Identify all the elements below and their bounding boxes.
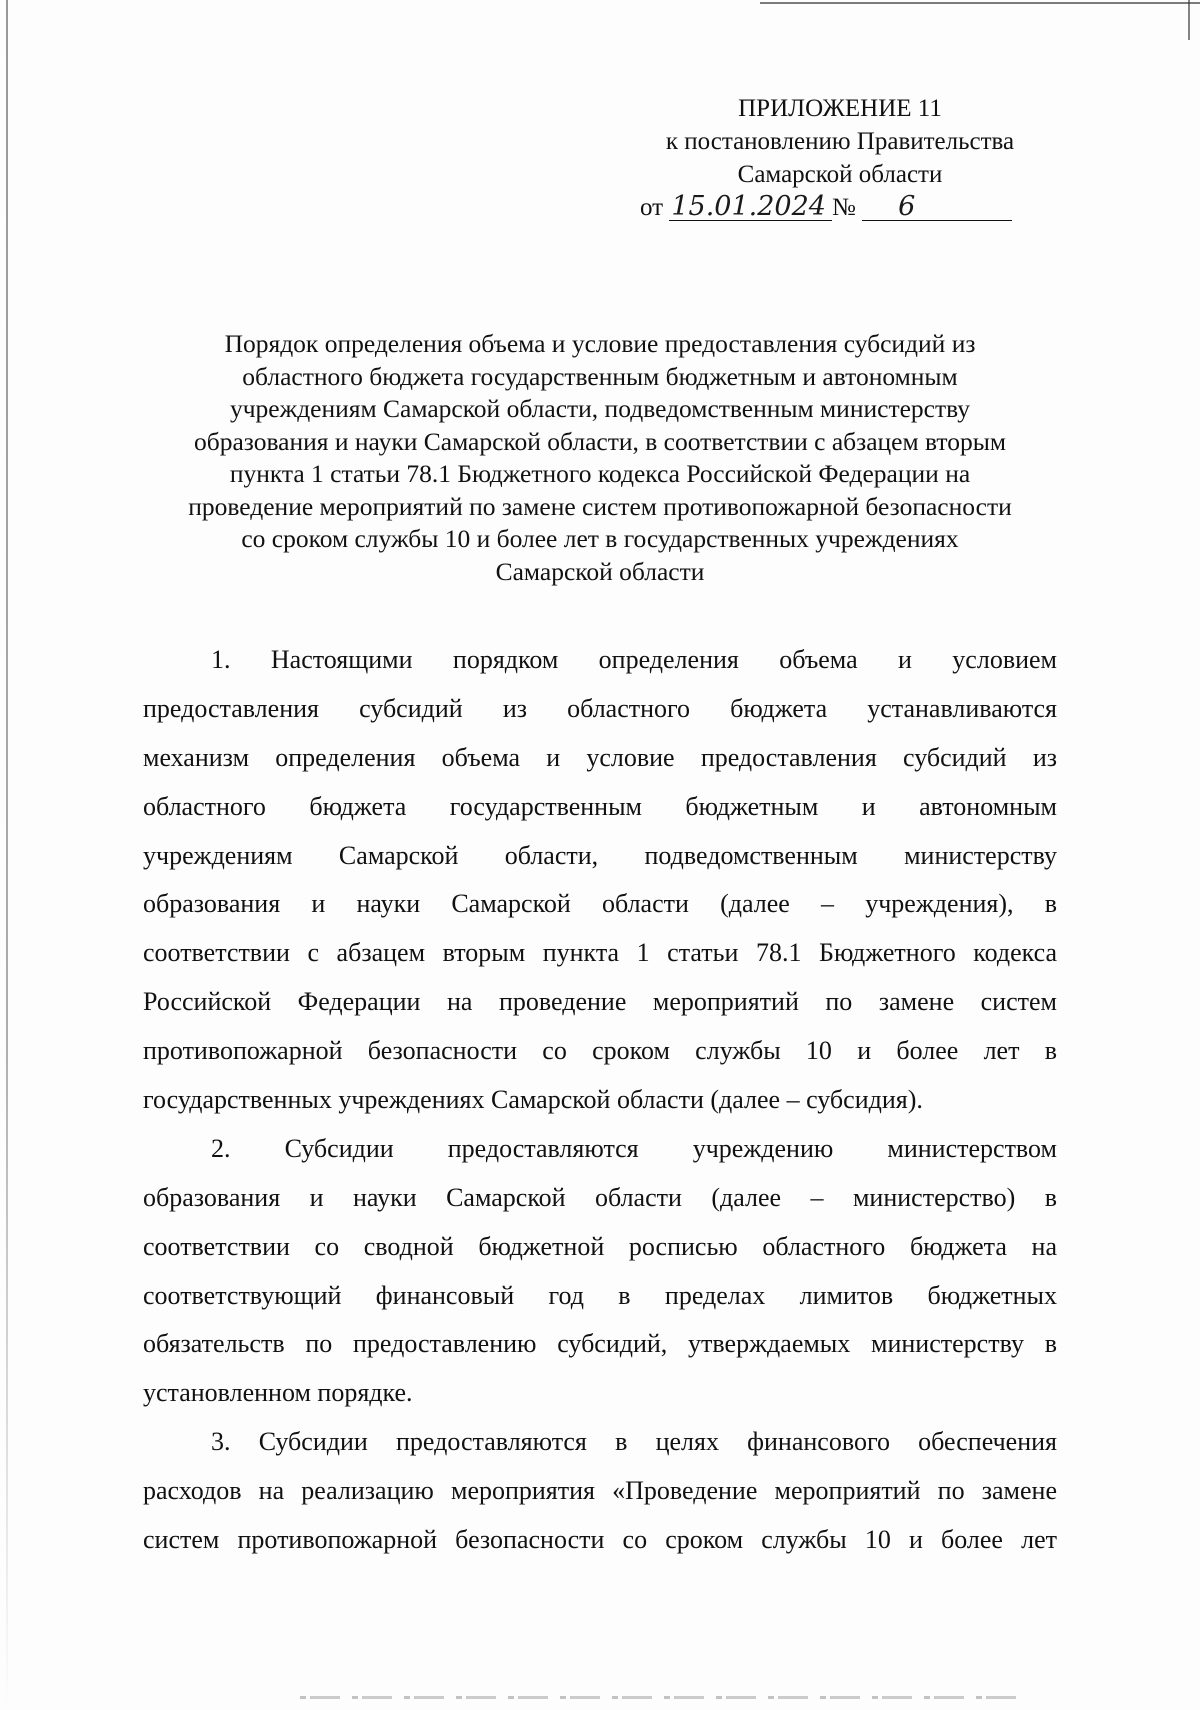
body-line: предоставления субсидий из областного бюджета устанавливаются <box>143 693 1057 723</box>
title-line: пункта 1 статьи 78.1 Бюджетного кодекса Российской Федерации на <box>229 459 971 488</box>
body-line: государственных учреждениях Самарской области (далее – субсидия). <box>143 1085 923 1115</box>
body-line: 2. Субсидии предоставляются учреждению министерством <box>211 1133 1057 1163</box>
title-line: образования и науки Самарской области, в соответствии с абзацем вторым <box>194 426 1006 456</box>
appendix-number: ПРИЛОЖЕНИЕ 11 <box>738 95 942 122</box>
body-line: образования и науки Самарской области (далее – учреждения), в <box>143 889 1057 919</box>
body-line: соответствии со сводной бюджетной росписью областного бюджета на <box>143 1231 1057 1261</box>
scan-edge-top <box>760 2 1200 4</box>
body-line: расходов на реализацию мероприятия «Проведение мероприятий по замене <box>143 1476 1057 1506</box>
appendix-region-line: Самарской области <box>737 161 943 188</box>
body-line: обязательств по предоставлению субсидий, утверждаемых министерству в <box>143 1329 1057 1359</box>
document-body <box>143 636 1057 1565</box>
decree-reference <box>600 191 1080 224</box>
appendix-header <box>600 92 1080 224</box>
body-line: механизм определения объема и условие предоставления субсидий из <box>143 742 1057 772</box>
document-title <box>120 328 1080 588</box>
appendix-decree-line: к постановлению Правительства <box>665 128 1015 155</box>
body-line: противопожарной безопасности со сроком службы 10 и более лет в <box>143 1036 1057 1066</box>
body-line: соответствии с абзацем вторым пункта 1 статьи 78.1 Бюджетного кодекса <box>143 938 1057 968</box>
title-line: проведение мероприятий по замене систем противопожарной безопасности <box>188 491 1012 521</box>
scan-edge-left <box>6 0 8 1710</box>
body-line: 1. Настоящими порядком определения объема и условием <box>211 645 1057 674</box>
body-line: Российской Федерации на проведение мероприятий по замене систем <box>143 987 1057 1017</box>
body-line: 3. Субсидии предоставляются в целях финансового обеспечения <box>211 1427 1057 1457</box>
body-line: образования и науки Самарской области (далее – министерство) в <box>143 1182 1057 1212</box>
decree-number: 6 <box>862 194 1012 221</box>
title-line: учреждениям Самарской области, подведомственным министерству <box>229 394 971 423</box>
body-line: учреждениям Самарской области, подведомственным министерству <box>143 840 1057 870</box>
scan-bottom-artifact <box>300 1696 1020 1699</box>
title-line: со сроком службы 10 и более лет в государственных учреждениях <box>241 524 959 553</box>
body-line: областного бюджета государственным бюджетным и автономным <box>143 791 1057 821</box>
title-line: Самарской области <box>495 556 705 586</box>
scan-edge-right <box>1188 0 1190 40</box>
ref-from-label: от <box>640 194 664 221</box>
body-line: установленном порядке. <box>143 1378 413 1408</box>
title-line: Порядок определения объема и условие предоставления субсидий из <box>224 329 976 358</box>
body-line: систем противопожарной безопасности со сроком службы 10 и более лет <box>143 1525 1057 1555</box>
title-line: областного бюджета государственным бюджетным и автономным <box>242 361 958 391</box>
decree-date: 15.01.2024 <box>669 194 832 221</box>
ref-number-label: № <box>831 194 856 221</box>
body-line: соответствующий финансовый год в пределах лимитов бюджетных <box>143 1280 1057 1310</box>
